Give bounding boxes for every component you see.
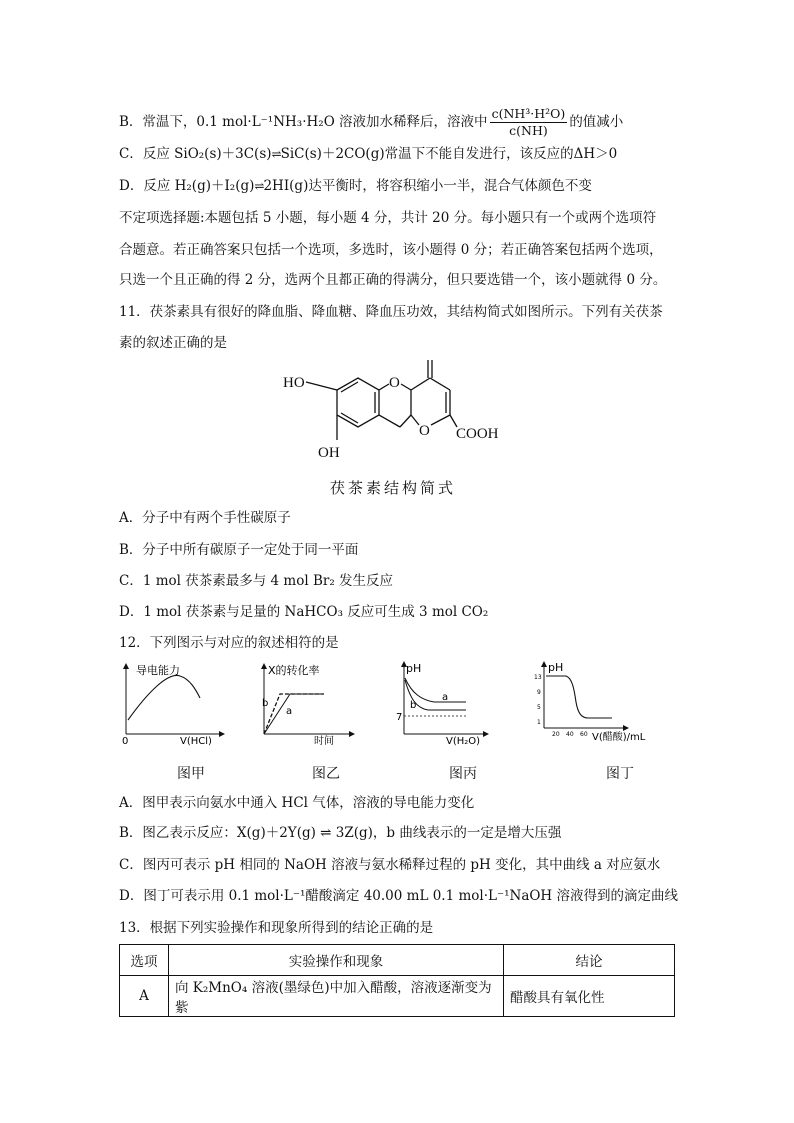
curve-b — [264, 694, 324, 734]
graph-ding-xlabel: V(醋酸)/mL — [592, 732, 646, 743]
graph-ding-ytick-9: 9 — [537, 689, 541, 696]
instructions-line-1: 不定项选择题:本题包括 5 小题，每小题 4 分，共计 20 分。每小题只有一个或两个选项符 — [119, 210, 657, 226]
graph-ding-xtick-20: 20 — [552, 731, 560, 738]
q11-option-d: D．1 mol 茯茶素与足量的 NaHCO₃ 反应可生成 3 mol CO₂ — [119, 604, 489, 620]
option-b-text: 常温下，0.1 mol·L⁻¹NH₃·H₂O 溶液加水稀释后，溶液中 — [142, 114, 488, 130]
option-d-text: 反应 H₂(g)＋I₂(g) — [143, 178, 255, 194]
graph-ding-ytick-5: 5 — [537, 704, 541, 711]
graph-yi-caption: 图乙 — [312, 766, 340, 782]
graph-ding-ylabel: pH — [548, 661, 564, 674]
graph-jia-ylabel: 导电能力 — [136, 664, 180, 677]
option-c-text: 反应 SiO₂(s)＋3C(s) — [142, 146, 272, 162]
option-c-label: C． — [119, 146, 143, 162]
graph-ding-xtick-40: 40 — [566, 731, 574, 738]
option-d-label: D． — [119, 178, 144, 194]
graph-bing-xlabel: V(H₂O) — [446, 736, 481, 746]
option-d-text-end: 2HI(g)达平衡时，将容积缩小一半，混合气体颜色不变 — [263, 178, 592, 194]
oh-label: OH — [318, 445, 340, 461]
header-operation: 实验操作和现象 — [169, 945, 504, 976]
curve-a — [405, 678, 466, 702]
curve-a — [264, 694, 324, 734]
option-b-text-end: 的值减小 — [569, 114, 624, 130]
graph-bing-seven: 7 — [396, 712, 403, 723]
q11-option-c: C．1 mol 茯茶素最多与 4 mol Br₂ 发生反应 — [119, 573, 394, 589]
table-row — [120, 976, 675, 1017]
graph-ding-ytick-1: 1 — [537, 719, 541, 726]
graph-jia — [118, 662, 228, 746]
instructions-line-3: 只选一个且正确的得 2 分，选两个且都正确的得满分，但只要选错一个，该小题就得 0 分。 — [119, 272, 667, 288]
option-b-line — [119, 106, 623, 139]
graph-bing — [394, 658, 494, 746]
q11-option-b: B．分子中所有碳原子一定处于同一平面 — [119, 542, 359, 558]
q11-option-a: A．分子中有两个手性碳原子 — [119, 510, 291, 526]
graph-yi — [256, 662, 356, 746]
row-option: A — [120, 976, 169, 1017]
graph-yi-curve-a-label: a — [286, 706, 293, 717]
equilibrium-arrow-icon: ⇌ — [254, 179, 264, 193]
option-c-text-end: SiC(s)＋2CO(g)常温下不能自发进行，该反应的ΔH＞0 — [280, 146, 618, 162]
q12-option-d: D．图丁可表示用 0.1 mol·L⁻¹醋酸滴定 40.00 mL 0.1 mol·L⁻¹NaOH 溶液得到的滴定曲线 — [119, 888, 678, 904]
option-b-label: B． — [119, 114, 143, 130]
q12-option-b: B．图乙表示反应：X(g)＋2Y(g) ⇌ 3Z(g)，b 曲线表示的一定是增大压强 — [119, 825, 562, 841]
graph-ding-ytick-13: 13 — [534, 674, 542, 681]
instructions-line-2: 合题意。若正确答案只包括一个选项，多选时，该小题得 0 分；若正确答案包括两个选项， — [119, 242, 663, 258]
option-c-line — [119, 144, 617, 164]
option-d-line — [119, 176, 592, 196]
header-conclusion: 结论 — [504, 945, 675, 976]
q13-stem: 13．根据下列实验操作和现象所得到的结论正确的是 — [119, 920, 434, 936]
titration-curve — [546, 676, 612, 718]
equilibrium-arrow-icon: ⇌ — [271, 147, 281, 161]
graph-bing-curve-a-label: a — [442, 692, 449, 703]
row-conclusion: 醋酸具有氧化性 — [504, 976, 675, 1017]
graph-yi-curve-b-label: b — [262, 698, 269, 709]
fuchazhuansu-structure — [280, 360, 520, 500]
graph-bing-curve-b-label: b — [410, 700, 417, 711]
concentration-fraction — [490, 106, 568, 139]
graph-yi-ylabel: X的转化率 — [268, 664, 320, 677]
cooh-label: COOH — [456, 426, 499, 442]
graph-ding-caption: 图丁 — [606, 766, 634, 782]
graph-jia-caption: 图甲 — [177, 766, 205, 782]
header-option: 选项 — [120, 945, 169, 976]
q13-table — [119, 944, 675, 1017]
q12-stem: 12．下列图示与对应的叙述相符的是 — [119, 635, 339, 651]
conductivity-curve — [128, 675, 200, 720]
q11-stem-line-2: 素的叙述正确的是 — [119, 335, 227, 351]
ho-label: HO — [283, 375, 305, 391]
fraction-denominator: c(NH) — [509, 123, 548, 138]
graph-bing-ylabel: pH — [406, 662, 422, 675]
fraction-numerator: c(NH³·H²O) — [491, 106, 566, 121]
ring-oxygen-2: O — [419, 423, 430, 439]
graph-ding — [534, 658, 646, 746]
graph-jia-xlabel: V(HCl) — [180, 736, 212, 746]
graph-jia-origin: 0 — [122, 736, 129, 746]
ring-oxygen-1: O — [389, 375, 400, 391]
graph-ding-xtick-60: 60 — [580, 731, 588, 738]
table-header-row — [120, 945, 675, 976]
graph-yi-xlabel: 时间 — [314, 736, 334, 746]
graph-bing-caption: 图丙 — [449, 766, 477, 782]
row-operation: 向 K₂MnO₄ 溶液(墨绿色)中加入醋酸，溶液逐渐变为紫 — [169, 976, 504, 1017]
q11-stem-line-1: 11．茯茶素具有很好的降血脂、降血糖、降血压功效，其结构简式如图所示。下列有关茯茶 — [119, 304, 663, 320]
q12-option-a: A．图甲表示向氨水中通入 HCl 气体，溶液的导电能力变化 — [119, 795, 475, 811]
q12-option-c: C．图丙可表示 pH 相同的 NaOH 溶液与氨水稀释过程的 pH 变化，其中曲线 a 对应氨水 — [119, 857, 661, 873]
structure-caption: 茯茶素结构简式 — [330, 479, 457, 497]
